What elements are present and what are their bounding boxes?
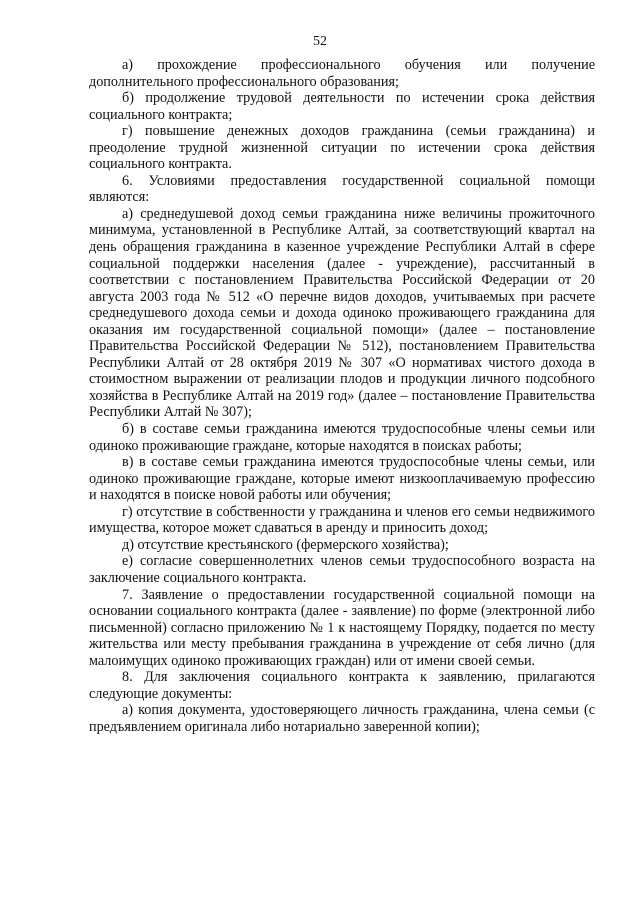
page-number: 52 <box>313 34 327 49</box>
paragraph-condition-d-farm: д) отсутствие крестьянского (фермерского хозяйства); <box>122 536 449 553</box>
document-body <box>89 57 595 735</box>
paragraph-section-6: 6. Условиями предоставления государственной социальной помощи являются: <box>89 172 595 206</box>
paragraph-section-8: 8. Для заключения социального контракта к заявлению, прилагаются следующие документы: <box>89 669 595 702</box>
paragraph-item-a-training: а) прохождение профессионального обучения или получение дополнительного профессионального образования; <box>89 57 595 90</box>
paragraph-condition-v-low-paid: в) в составе семьи гражданина имеются трудоспособные члены семьи, или одиноко проживающие граждане, которые имеют низкооплачиваемую профессию и находятся в поиске новой работы или обучения; <box>89 454 595 504</box>
paragraph-condition-g-property: г) отсутствие в собственности у гражданина и членов его семьи недвижимого имущества, которое может сдаваться в аренду и приносить доход; <box>89 503 595 537</box>
paragraph-item-g-income-increase: г) повышение денежных доходов гражданина (семьи гражданина) и преодоление трудной жизненной ситуации по истечении срока действия социального контракта. <box>89 123 595 173</box>
paragraph-document-a-identity: а) копия документа, удостоверяющего личность гражданина, члена семьи (с предъявлением оригинала либо нотариально заверенной копии); <box>89 702 595 735</box>
paragraph-section-7: 7. Заявление о предоставлении государственной социальной помощи на основании социального контракта (далее - заявление) по форме (электронной либо письменной) согласно приложению № 1 к настоящему Порядку, подается по месту жительства или месту пребывания гражданина в учреждение от себя лично (для малоимущих одиноко проживающих граждан) или от имени своей семьи. <box>89 586 595 669</box>
paragraph-condition-e-consent: е) согласие совершеннолетних членов семьи трудоспособного возраста на заключение социального контракта. <box>89 553 595 586</box>
paragraph-condition-a-income: а) среднедушевой доход семьи гражданина ниже величины прожиточного минимума, установленной в Республике Алтай, за соответствующий квартал на день обращения гражданина в казенное учреждение Республики Алтай в сфере социальной поддержки населения (далее - учреждение), рассчитанный в соответствии с постановлением Правительства Российской Федерации от 20 августа 2003 года № 512 «О перечне видов доходов, учитываемых при расчете среднедушевого дохода семьи и дохода одиноко проживающего гражданина для оказания им государственной социальной помощи» (далее – постановление Правительства Российской Федерации № 512), постановлением Правительства Республики Алтай от 28 октября 2019 № 307 «О нормативах чистого дохода в стоимостном выражении от реализации плодов и продукции личного подсобного хозяйства в Республике Алтай на 2019 год» (далее – постановление Правительства Республики Алтай № 307); <box>89 205 595 421</box>
paragraph-condition-b-job-search: б) в составе семьи гражданина имеются трудоспособные члены семьи или одиноко проживающие граждане, которые находятся в поисках работы; <box>89 421 595 454</box>
paragraph-item-b-work-continuation: б) продолжение трудовой деятельности по истечении срока действия социального контракта; <box>89 90 595 123</box>
